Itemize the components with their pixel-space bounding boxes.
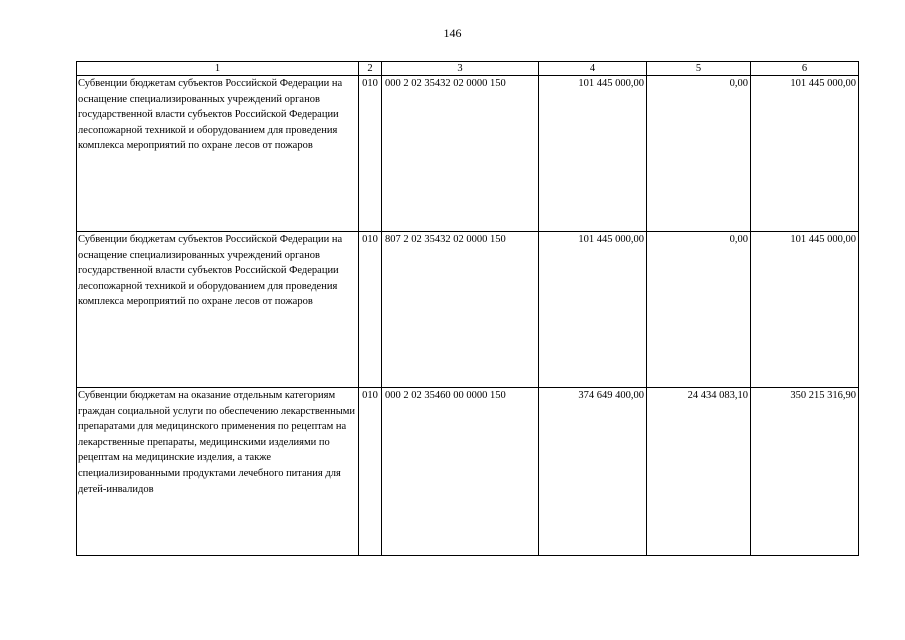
row-col4-cell: 101 445 000,00 bbox=[539, 232, 647, 388]
row-admin-cell: 010 bbox=[359, 388, 382, 556]
row-col6-cell: 350 215 316,90 bbox=[751, 388, 859, 556]
table-row bbox=[77, 76, 859, 232]
row-code-cell: 000 2 02 35460 00 0000 150 bbox=[382, 388, 539, 556]
row-col6-cell: 101 445 000,00 bbox=[751, 76, 859, 232]
row-col4-cell: 374 649 400,00 bbox=[539, 388, 647, 556]
row-name-cell: Субвенции бюджетам субъектов Российской Федерации на оснащение специализированных учреждений органов государственной власти субъектов Российской Федерации лесопожарной техникой и оборудованием для проведения комплекса мероприятий по охране лесов от пожаров bbox=[77, 76, 359, 232]
row-col6-cell: 101 445 000,00 bbox=[751, 232, 859, 388]
row-col5-cell: 0,00 bbox=[647, 232, 751, 388]
header-col-5: 5 bbox=[647, 62, 751, 76]
row-col5-cell: 0,00 bbox=[647, 76, 751, 232]
row-code-cell: 807 2 02 35432 02 0000 150 bbox=[382, 232, 539, 388]
header-col-4: 4 bbox=[539, 62, 647, 76]
row-name-cell: Субвенции бюджетам субъектов Российской Федерации на оснащение специализированных учреждений органов государственной власти субъектов Российской Федерации лесопожарной техникой и оборудованием для проведения комплекса мероприятий по охране лесов от пожаров bbox=[77, 232, 359, 388]
row-name-cell: Субвенции бюджетам на оказание отдельным категориям граждан социальной услуги по обеспечению лекарственными препаратами для медицинского применения по рецептам на лекарственные препараты, медицинскими изделиями по рецептам на медицинские изделия, а также специализированными продуктами лечебного питания для детей-инвалидов bbox=[77, 388, 359, 556]
header-col-6: 6 bbox=[751, 62, 859, 76]
budget-table bbox=[76, 61, 859, 556]
header-col-1: 1 bbox=[77, 62, 359, 76]
row-code-cell: 000 2 02 35432 02 0000 150 bbox=[382, 76, 539, 232]
row-col4-cell: 101 445 000,00 bbox=[539, 76, 647, 232]
header-col-3: 3 bbox=[382, 62, 539, 76]
row-col5-cell: 24 434 083,10 bbox=[647, 388, 751, 556]
table-row bbox=[77, 388, 859, 556]
header-col-2: 2 bbox=[359, 62, 382, 76]
row-admin-cell: 010 bbox=[359, 232, 382, 388]
row-admin-cell: 010 bbox=[359, 76, 382, 232]
page-number: 146 bbox=[443, 26, 462, 40]
table-header-row bbox=[77, 62, 859, 76]
table-row bbox=[77, 232, 859, 388]
